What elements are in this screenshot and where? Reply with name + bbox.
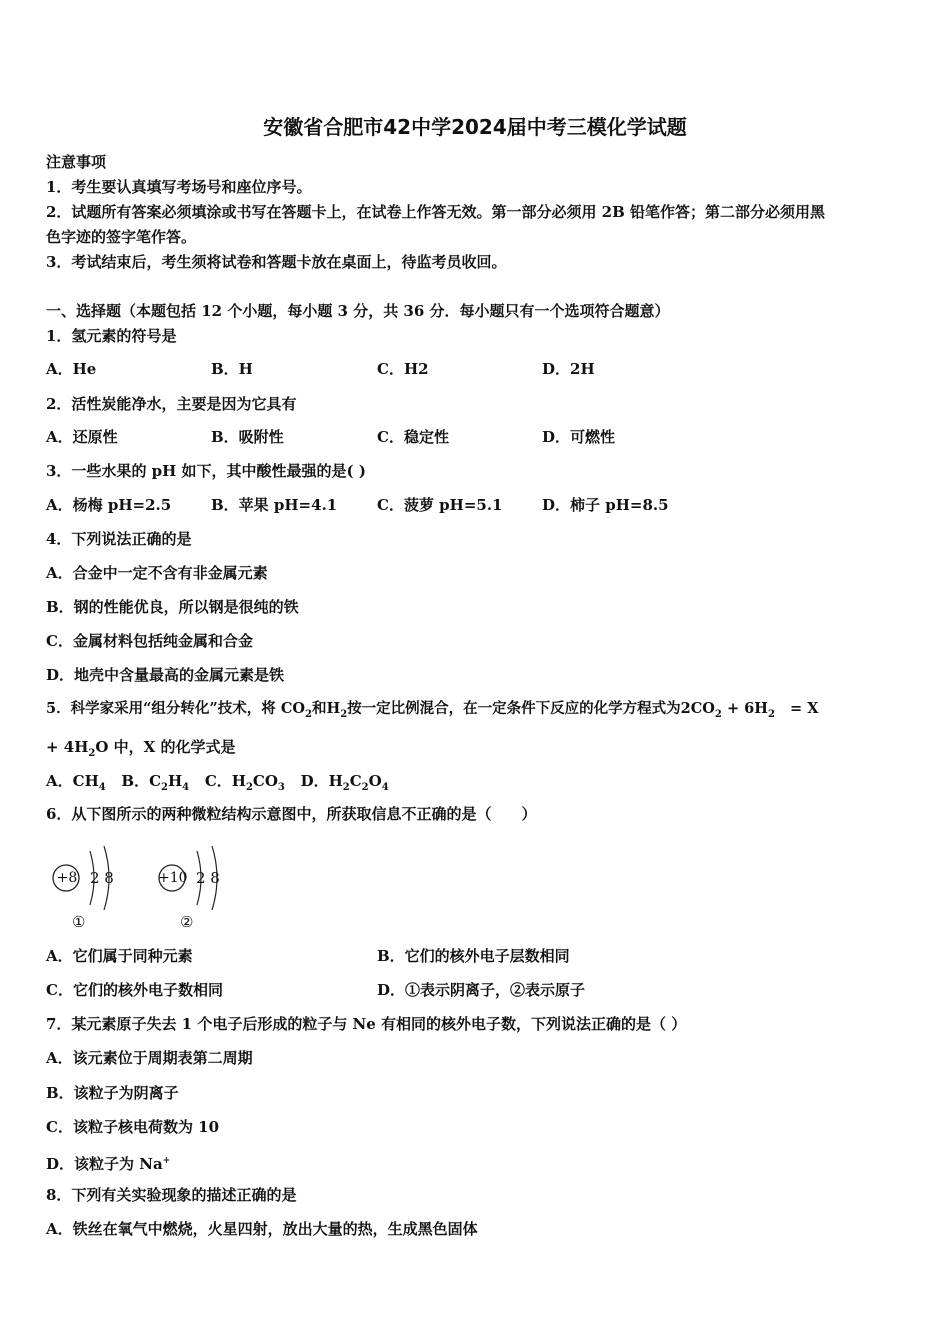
question-7-stem: 7．某元素原子失去 1 个电子后形成的粒子与 Ne 有相同的核外电子数，下列说法正确的是（ ） [46, 1015, 687, 1033]
q5-stem-text-b: 按一定比例混合，在一定条件下反应的化学方程式为 [347, 700, 681, 717]
q7-option-a: A．该元素位于周期表第二周期 [46, 1049, 253, 1067]
q5-option-c: C．$H_2CO_3$ [204, 772, 285, 793]
q5-and: 和 [311, 700, 327, 717]
q5-option-d: D．$H_2C_2O_4$ [300, 772, 389, 793]
q1-option-c: C．H2 [377, 360, 429, 378]
q5-option-b: B．$C_2H_4$ [121, 772, 190, 793]
question-4-stem: 4．下列说法正确的是 [46, 530, 192, 548]
notice-heading: 注意事项 [46, 153, 107, 171]
q2-option-b: B．吸附性 [211, 428, 284, 446]
formula-h2: $H_2$ [326, 700, 348, 720]
q4-option-d: D．地壳中含量最高的金属元素是铁 [46, 666, 285, 684]
q1-option-d: D．2H [542, 360, 595, 378]
page-title: 安徽省合肥市42中学2024届中考三模化学试题 [263, 115, 687, 139]
question-6-stem: 6．从下图所示的两种微粒结构示意图中，所获取信息不正确的是（ ） [46, 805, 537, 823]
section-heading: 一、选择题（本题包括 12 个小题，每小题 3 分，共 36 分．每小题只有一个选项符合题意） [46, 302, 670, 320]
notice-item: 1．考生要认真填写考场号和座位序号。 [46, 178, 312, 196]
q1-option-b: B．H [211, 360, 253, 378]
q5-equation: $2CO_2 + 6H_2 = X$ [680, 700, 819, 720]
q1-option-a: A．He [46, 360, 97, 378]
atom-1-shells: 2 8 [90, 869, 114, 887]
q2-option-c: C．稳定性 [377, 428, 449, 446]
q6-option-c: C．它们的核外电子数相同 [46, 981, 223, 999]
atom-2-label: ② [180, 913, 194, 931]
q5-option-a: A．$CH_4$ [46, 772, 106, 793]
q7-option-b: B．该粒子为阴离子 [46, 1084, 179, 1102]
question-2-stem: 2．活性炭能净水，主要是因为它具有 [46, 395, 297, 413]
atom-1-label: ① [72, 913, 86, 931]
atom-1-nucleus: +8 [56, 870, 78, 886]
q3-option-b: B．苹果 pH=4.1 [211, 496, 338, 514]
q5-options [46, 771, 389, 798]
q8-option-a: A．铁丝在氧气中燃烧，火星四射，放出大量的热，生成黑色固体 [46, 1220, 478, 1238]
q4-option-a: A．合金中一定不含有非金属元素 [46, 564, 268, 582]
q6-option-b: B．它们的核外电子层数相同 [377, 947, 570, 965]
atom-2-shells: 2 8 [196, 869, 220, 887]
q7-option-d: D．该粒子为 Na+ [46, 1155, 171, 1173]
q2-option-a: A．还原性 [46, 428, 118, 446]
atom-2-nucleus: +10 [158, 870, 188, 886]
notice-item: 色字迹的签字笔作答。 [46, 228, 197, 246]
q3-option-c: C．菠萝 pH=5.1 [377, 496, 503, 514]
notice-item: 2．试题所有答案必须填涂或书写在答题卡上，在试卷上作答无效。第一部分必须用 2B 铅笔作答；第二部分必须用黑 [46, 203, 826, 221]
q4-option-b: B．钢的性能优良，所以钢是很纯的铁 [46, 598, 299, 616]
notice-item: 3．考试结束后，考生须将试卷和答题卡放在桌面上，待监考员收回。 [46, 253, 507, 271]
q2-option-d: D．可燃性 [542, 428, 616, 446]
question-5-stem-line2: + $4H_2O$ 中，X 的化学式是 [46, 738, 236, 759]
q3-option-d: D．柿子 pH=8.5 [542, 496, 669, 514]
question-5-stem [46, 699, 819, 725]
question-3-stem: 3．一些水果的 pH 如下，其中酸性最强的是( ) [46, 462, 366, 480]
q5-stem-text-a: 5．科学家采用“组分转化”技术，将 [46, 700, 276, 717]
q6-option-a: A．它们属于同种元素 [46, 947, 193, 965]
q3-option-a: A．杨梅 pH=2.5 [46, 496, 172, 514]
q6-option-d: D．①表示阴离子，②表示原子 [377, 981, 586, 999]
atom-diagram-1 [46, 843, 136, 935]
q7-option-c: C．该粒子核电荷数为 10 [46, 1118, 220, 1136]
atom-diagram-2 [154, 843, 244, 935]
question-8-stem: 8．下列有关实验现象的描述正确的是 [46, 1186, 297, 1204]
formula-co2: $CO_2$ [280, 700, 312, 720]
question-1-stem: 1．氢元素的符号是 [46, 327, 177, 345]
q4-option-c: C．金属材料包括纯金属和合金 [46, 632, 253, 650]
